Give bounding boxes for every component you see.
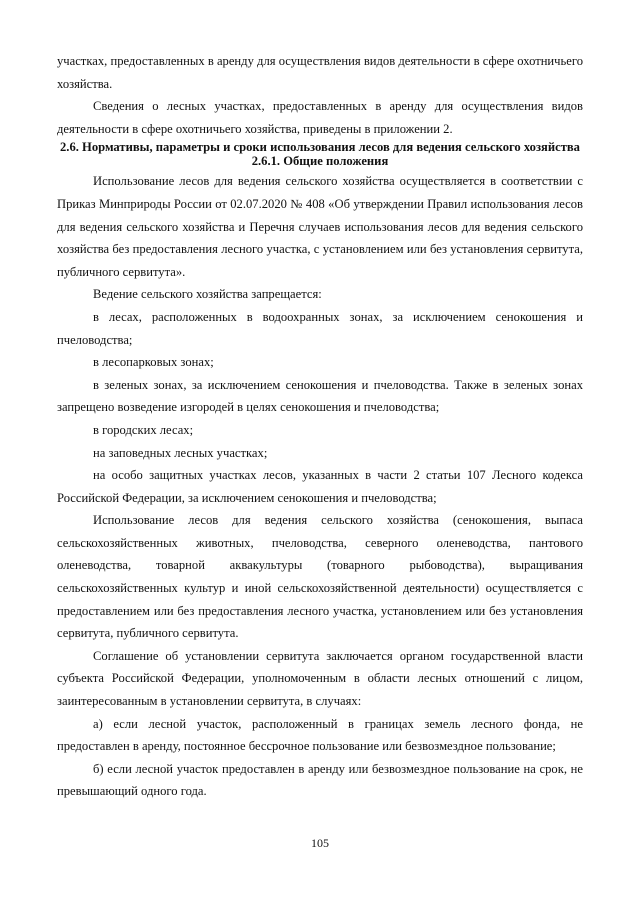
list-item-case-b: б) если лесной участок предоставлен в аренду или безвозмездное пользование на срок, не превышающий одного года. <box>57 761 583 799</box>
list-item-case-a: а) если лесной участок, расположенный в границах земель лесного фонда, не предоставлен в аренду, постоянное бессрочное пользование или безвозмездное пользование; <box>57 716 583 754</box>
list-item-reserved-plots: на заповедных лесных участках; <box>93 445 268 460</box>
paragraph-prohibition-intro: Ведение сельского хозяйства запрещается: <box>93 287 322 302</box>
paragraph-usage-types: Использование лесов для ведения сельского хозяйства (сенокошения, выпаса сельскохозяйственных животных, пчеловодства, северного оленеводства, пантового оленеводства, товарной аквакультуры (товарного рыбоводства), выращивания сельскохозяйственных культур и иной сельскохозяйственной деятельности) осуществляется с предоставлением или без предоставления лесного участка, установлением или без установления сервитута, публичного сервитута. <box>57 513 583 641</box>
list-item-green-zones: в зеленых зонах, за исключением сенокошения и пчеловодства. Также в зеленых зонах запрещено возведение изгородей в целях сенокошения и пчеловодства; <box>57 377 583 415</box>
subsection-heading: 2.6.1. Общие положения <box>251 154 389 169</box>
page-number: 105 <box>311 836 329 850</box>
page-content <box>57 50 583 803</box>
paragraph-continuation: участках, предоставленных в аренду для осуществления видов деятельности в сфере охотничьего хозяйства. <box>57 54 583 91</box>
list-item-water-protection: в лесах, расположенных в водоохранных зонах, за исключением сенокошения и пчеловодства; <box>57 309 583 347</box>
paragraph-legal-basis: Использование лесов для ведения сельского хозяйства осуществляется в соответствии с Приказ Минприроды России от 02.07.2020 № 408 «Об утверждении Правил использования лесов для ведения сельского хозяйства и Перечня случаев использования лесов для ведения сельского хозяйства без предоставления лесного участка, с установлением или без установления сервитута, публичного сервитута». <box>57 174 583 279</box>
list-item-protected-plots: на особо защитных участках лесов, указанных в части 2 статьи 107 Лесного кодекса Российской Федерации, за исключением сенокошения и пчеловодства; <box>57 468 583 505</box>
paragraph-easement-agreement: Соглашение об установлении сервитута заключается органом государственной власти субъекта Российской Федерации, уполномоченным в области лесных отношений с лицом, заинтересованным в установлении сервитута, в случаях: <box>57 648 583 709</box>
list-item-forest-park: в лесопарковых зонах; <box>93 355 214 370</box>
list-item-urban-forests: в городских лесах; <box>93 422 194 437</box>
section-heading: 2.6. Нормативы, параметры и сроки использования лесов для ведения сельского хозяйства <box>60 140 580 155</box>
paragraph-appendix-reference: Сведения о лесных участках, предоставленных в аренду для осуществления видов деятельности в сфере охотничьего хозяйства, приведены в приложении 2. <box>57 99 583 136</box>
